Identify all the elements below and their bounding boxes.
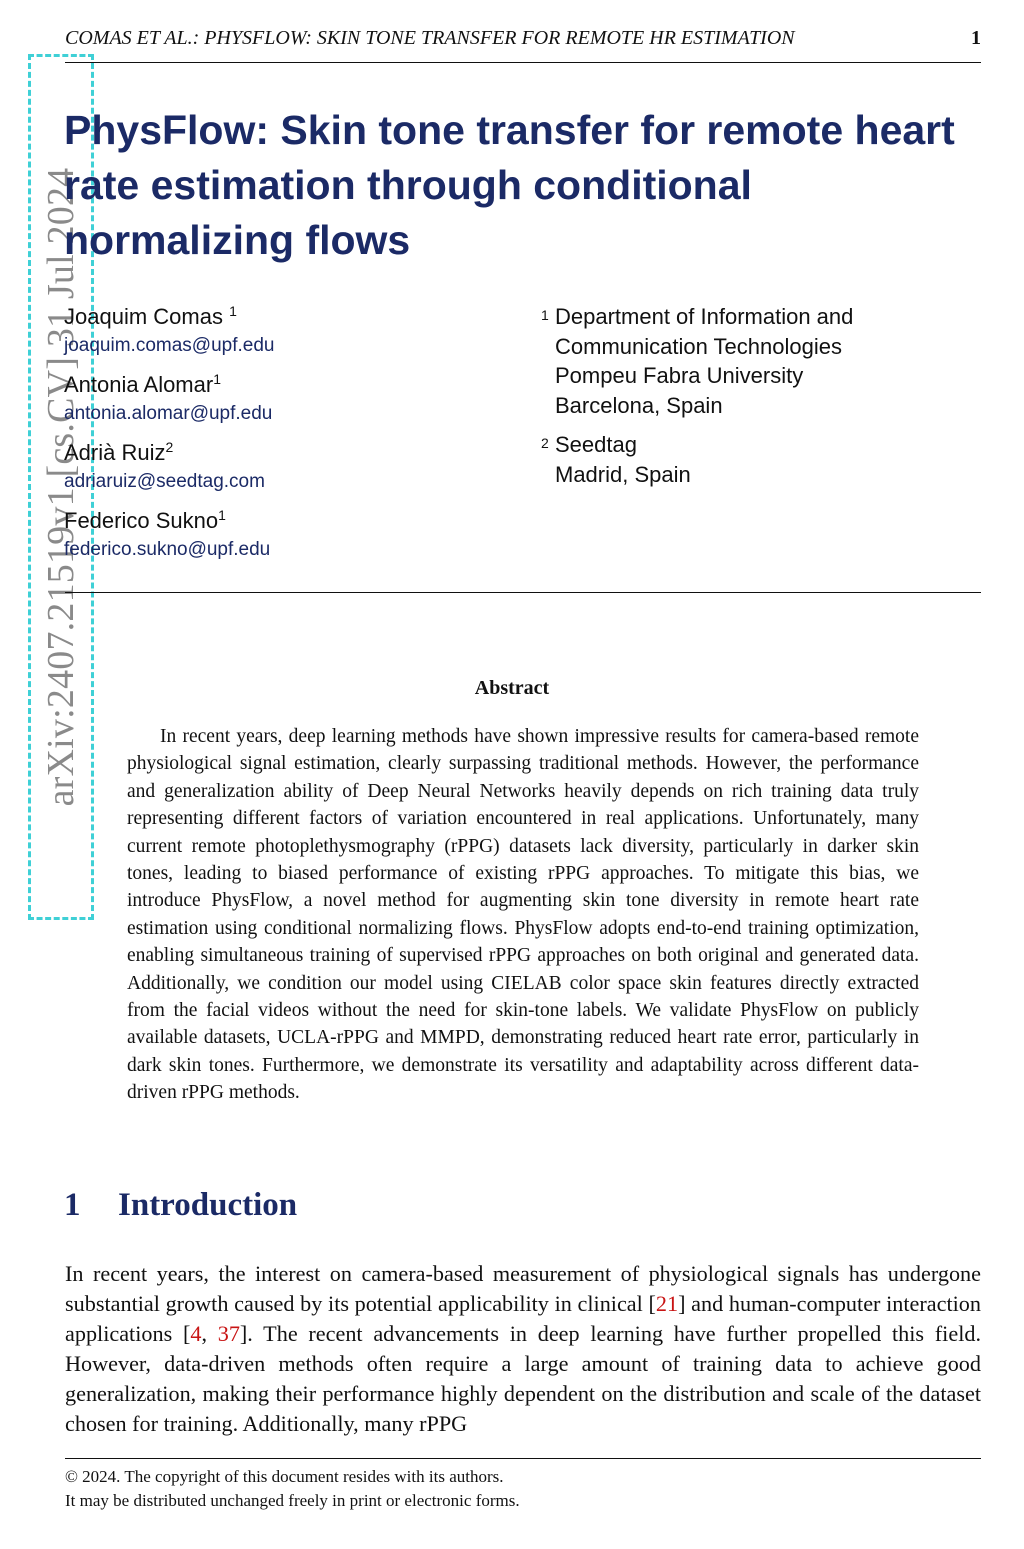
author-name: Adrià Ruiz$^2$ <box>64 439 174 465</box>
affiliation-line: Department of Information and <box>555 304 854 329</box>
paper-title: PhysFlow: Skin tone transfer for remote heart rate estimation through conditional normalizing flows <box>64 107 955 263</box>
author-list <box>64 302 504 574</box>
affiliation-line: Communication Technologies <box>555 333 842 359</box>
introduction-paragraph: In recent years, the interest on camera-based measurement of physiological signals has undergone substantial growth caused by its potential applicability in clinical [21] and human-computer interaction applications [4, 37]. The recent advancements in deep learning have further propelled this field. However, data-driven methods often require a large amount of training data to achieve good generalization, making their performance highly dependent on the distribution and scale of the dataset chosen for training. Additionally, many rPPG <box>65 1261 981 1436</box>
affiliation <box>541 302 981 420</box>
author-email[interactable]: adriaruiz@seedtag.com <box>64 471 265 492</box>
citation-link[interactable]: 21 <box>655 1291 679 1316</box>
affiliation-line: Madrid, Spain <box>555 461 691 487</box>
author-name: Antonia Alomar$^1$ <box>64 371 221 397</box>
title-block-rule <box>65 592 981 593</box>
section-heading <box>64 1187 297 1224</box>
affiliation-line: Barcelona, Spain <box>555 392 723 418</box>
footnote-line: © 2024. The copyright of this document resides with its authors. <box>65 1467 504 1486</box>
author-email[interactable]: federico.sukno@upf.edu <box>64 539 271 560</box>
header-rule <box>65 62 981 63</box>
author-email[interactable]: joaquim.comas@upf.edu <box>64 335 275 356</box>
citation-link[interactable]: 4 <box>190 1321 202 1346</box>
affiliation-line: Pompeu Fabra University <box>555 363 804 388</box>
copyright-footnote <box>65 1465 981 1513</box>
affiliation-list <box>541 302 981 499</box>
page-number: 1 <box>971 27 981 49</box>
author-block <box>64 302 504 360</box>
author-email[interactable]: antonia.alomar@upf.edu <box>64 403 273 424</box>
abstract-heading: Abstract <box>474 677 550 699</box>
affiliation-mark: 1 <box>213 371 221 387</box>
affiliation-mark: 1 <box>541 307 549 323</box>
affiliation-mark: 1 <box>229 303 237 319</box>
affiliation-line: Seedtag <box>555 432 637 457</box>
section-number: 1 <box>64 1187 81 1223</box>
section-title: Introduction <box>118 1187 298 1223</box>
author-name: Federico Sukno$^1$ <box>64 507 226 533</box>
affiliation-mark: 2 <box>165 439 174 455</box>
affiliation-mark: 1 <box>218 507 226 523</box>
footnote-rule <box>65 1458 981 1459</box>
running-header: COMAS ET AL.: PHYSFLOW: SKIN TONE TRANSFER FOR REMOTE HR ESTIMATION <box>65 27 795 49</box>
abstract-text: In recent years, deep learning methods have shown impressive results for camera-based remote physiological signal estimation, clearly surpassing traditional methods. However, the performance and generalization ability of Deep Neural Networks heavily depends on rich training data truly representing different factors of variation encountered in real applications. Unfortunately, many current remote photoplethysmography (rPPG) datasets lack diversity, particularly in darker skin tones, leading to biased performance of existing rPPG approaches. To mitigate this bias, we introduce PhysFlow, a novel method for augmenting skin tone diversity in remote heart rate estimation using conditional normalizing flows. PhysFlow adopts end-to-end training optimization, enabling simultaneous training of supervised rPPG approaches on both original and generated data. Additionally, we condition our model using CIELAB color space skin features directly extracted from the facial videos without the need for skin-tone labels. We validate PhysFlow on publicly available datasets, UCLA-rPPG and MMPD, demonstrating reduced heart rate error, particularly in dark skin tones. Furthermore, we demonstrate its versatility and adaptability across different data-driven rPPG methods. <box>127 726 919 1104</box>
author-block <box>64 506 504 564</box>
affiliation-mark: 2 <box>541 435 549 451</box>
arxiv-stamp[interactable]: arXiv:2407.21519v1 [cs.CV] 31 Jul 2024 <box>40 167 82 807</box>
author-block <box>64 370 504 428</box>
citation-link[interactable]: 37 <box>217 1321 240 1346</box>
affiliation <box>541 430 981 489</box>
author-name: Joaquim Comas $^1$ <box>64 303 237 329</box>
footnote-line: It may be distributed unchanged freely in print or electronic forms. <box>65 1491 520 1510</box>
author-block <box>64 438 504 496</box>
